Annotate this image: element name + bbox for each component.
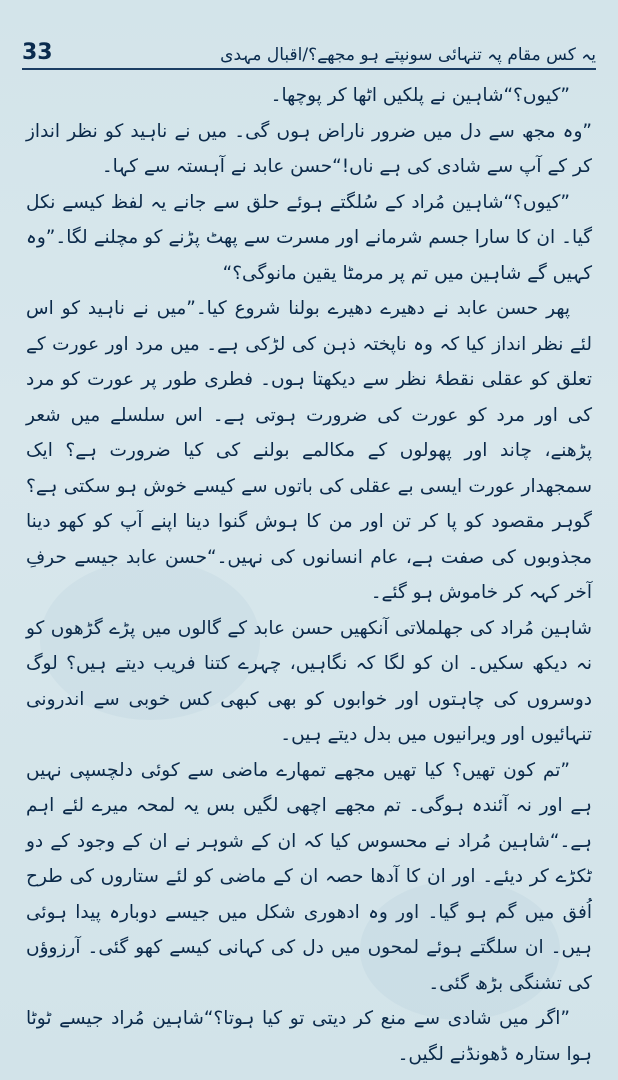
page-header <box>22 30 596 64</box>
paragraph: ”اگر میں شادی سے منع کر دیتی تو کیا ہوتا؟“شاہین مُراد جیسے ٹوٹا ہوا ستارہ ڈھونڈنے لگیں۔ <box>26 1008 592 1065</box>
paragraph: ”کیوں؟“شاہین نے پلکیں اٹھا کر پوچھا۔ <box>270 85 570 106</box>
paragraph: ”وہ مجھ سے دل میں ضرور ناراض ہوں گی۔ میں نے ناہید کو نظر انداز کر کے آپ سے شادی کی ہے ناں!“حسن عابد نے آہستہ سے کہا۔ <box>26 120 592 177</box>
page-number: 33 <box>22 40 53 65</box>
story-text <box>26 78 592 1072</box>
paragraph: پھر حسن عابد نے دھیرے دھیرے بولنا شروع کیا۔”میں نے ناہید کو اس لئے نظر انداز کیا کہ وہ ناپختہ ذہن کی لڑکی ہے۔ میں مرد اور عورت کے تعلق کو عقلی نقطۂ نظر سے دیکھتا ہوں۔ فطری طور پر عورت کو مرد کی اور مرد کو عورت کی ضرورت ہوتی ہے۔ اس سلسلے میں شعر پڑھنے، چاند اور پھولوں کے مکالمے بولنے کی کیا ضرورت ہے؟ ایک سمجھدار عورت ایسی بے عقلی کی باتوں سے کیسے خوش ہو سکتی ہے؟ گوہر مقصود کو پا کر تن اور من کا ہوش گنوا دینا اپنے آپ کو کھو دینا مجذوبوں کی صفت ہے، عام انسانوں کی نہیں۔“حسن عابد جیسے حرفِ آخر کہہ کر خاموش ہو گئے۔ <box>26 298 592 603</box>
header-divider <box>22 68 596 70</box>
running-title: یہ کس مقام پہ تنہائی سونپتے ہو مجھے؟/اقبال مہدی <box>220 45 596 65</box>
paragraph: شاہین مُراد کی جھلملاتی آنکھیں حسن عابد کے گالوں میں پڑے گڑھوں کو نہ دیکھ سکیں۔ ان کو لگا کہ نگاہیں، چہرے کتنا فریب دیتے ہیں؟ لوگ دوسروں کی چاہتوں اور خوابوں کو بھی کبھی کس خوبی سے اندرونی تنہائیوں اور ویرانیوں میں بدل دیتے ہیں۔ <box>26 617 592 745</box>
paragraph: ”تم کون تھیں؟ کیا تھیں مجھے تمھارے ماضی سے کوئی دلچسپی نہیں ہے اور نہ آئندہ ہوگی۔ تم مجھے اچھی لگیں بس یہ لمحہ میرے لئے اہم ہے۔“شاہین مُراد نے محسوس کیا کہ ان کے شوہر نے ان کے وجود کے دو ٹکڑے کر دیئے۔ اور ان کا آدھا حصہ ان کے ماضی کو لئے ستاروں کی طرح اُفق میں گم ہو گیا۔ اور وہ ادھوری شکل میں جیسے دوبارہ پیدا ہوئی ہیں۔ ان سلگتے ہوئے لمحوں میں دل کی کہانی کیسے کھو گئی۔ آرزوؤں کی تشنگی بڑھ گئی۔ <box>26 759 592 994</box>
paragraph: ”کیوں؟“شاہین مُراد کے سُلگتے ہوئے حلق سے جانے یہ لفظ کیسے نکل گیا۔ ان کا سارا جسم شرمانے اور مسرت سے پھٹ پڑنے کو مچلنے لگا۔”وہ کہیں گے شاہین میں تم پر مرمٹا یقین مانوگی؟“ <box>26 191 592 284</box>
